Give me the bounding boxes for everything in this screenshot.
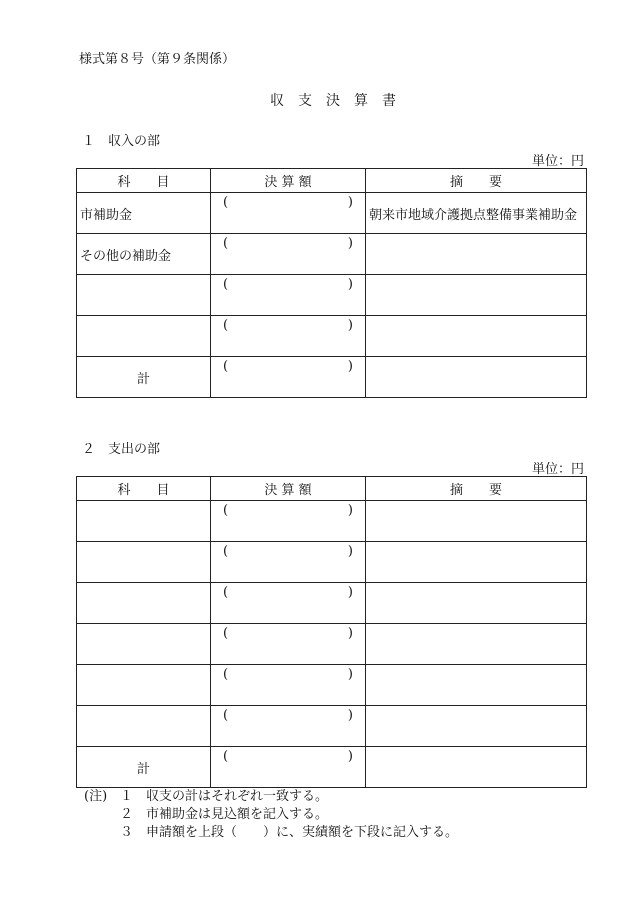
expense-note-cell: [366, 501, 587, 542]
paren-close: ): [347, 318, 353, 333]
paren-close: ): [347, 708, 353, 723]
income-amount-cell[interactable]: [211, 193, 366, 234]
paren-close: ): [347, 626, 353, 641]
income-heading: １ 収入の部: [82, 134, 161, 149]
expense-row: [77, 501, 587, 542]
income-row: [77, 234, 587, 275]
income-subject-cell: [77, 316, 211, 357]
expense-amount-cell[interactable]: [211, 624, 366, 665]
income-row: [77, 193, 587, 234]
income-header-row: [77, 169, 587, 193]
expense-row: [77, 624, 587, 665]
income-subject-cell: その他の補助金: [77, 234, 211, 275]
expense-row: [77, 542, 587, 583]
paren-open: (: [223, 318, 229, 333]
note-item: ２ 市補助金は見込額を記入する。: [120, 807, 329, 822]
paren-close: ): [347, 503, 353, 518]
income-unit-label: 単位：円: [531, 154, 584, 169]
document-title: 収 支 決 算 書: [270, 93, 396, 109]
notes-prefix: (注): [84, 789, 108, 804]
paren-close: ): [347, 359, 353, 374]
income-total-note-cell: [366, 357, 587, 398]
income-row: [77, 275, 587, 316]
expense-amount-cell[interactable]: [211, 706, 366, 747]
expense-amount-cell[interactable]: [211, 583, 366, 624]
expense-row: [77, 706, 587, 747]
expense-unit-label: 単位：円: [531, 462, 584, 477]
income-amount-cell[interactable]: [211, 275, 366, 316]
notes-block: [84, 788, 458, 842]
expense-subject-cell: [77, 706, 211, 747]
paren-open: (: [223, 544, 229, 559]
income-header-amount: 決 算 額: [211, 169, 366, 193]
expense-note-cell: [366, 583, 587, 624]
form-label: 様式第８号（第９条関係）: [79, 52, 236, 67]
expense-note-cell: [366, 706, 587, 747]
paren-close: ): [347, 195, 353, 210]
income-note-cell: [366, 316, 587, 357]
expense-subject-cell: [77, 583, 211, 624]
expense-amount-cell[interactable]: [211, 542, 366, 583]
income-row: [77, 316, 587, 357]
paren-open: (: [223, 277, 229, 292]
expense-total-amount-cell[interactable]: [211, 747, 366, 788]
paren-open: (: [223, 359, 229, 374]
paren-close: ): [347, 749, 353, 764]
paren-close: ): [347, 236, 353, 251]
income-note-cell: [366, 234, 587, 275]
expense-row: [77, 665, 587, 706]
expense-header-subject: 科 目: [77, 477, 211, 501]
expense-total-row: [77, 747, 587, 788]
paren-open: (: [223, 626, 229, 641]
expense-note-cell: [366, 624, 587, 665]
income-header-note: 摘 要: [366, 169, 587, 193]
paren-open: (: [223, 585, 229, 600]
income-total-amount-cell[interactable]: [211, 357, 366, 398]
paren-close: ): [347, 277, 353, 292]
expense-header-amount: 決 算 額: [211, 477, 366, 501]
income-amount-cell[interactable]: [211, 234, 366, 275]
expense-total-label: 計: [77, 747, 211, 788]
paren-close: ): [347, 667, 353, 682]
expense-subject-cell: [77, 624, 211, 665]
note-item: ３ 申請額を上段（ ）に、実績額を下段に記入する。: [120, 825, 459, 840]
expense-header-row: [77, 477, 587, 501]
expense-amount-cell[interactable]: [211, 501, 366, 542]
income-amount-cell[interactable]: [211, 316, 366, 357]
income-total-row: [77, 357, 587, 398]
expense-heading: ２ 支出の部: [82, 442, 161, 457]
expense-total-note-cell: [366, 747, 587, 788]
income-subject-cell: 市補助金: [77, 193, 211, 234]
expense-table: [76, 476, 587, 788]
expense-note-cell: [366, 542, 587, 583]
income-total-label: 計: [77, 357, 211, 398]
paren-close: ): [347, 585, 353, 600]
paren-open: (: [223, 749, 229, 764]
income-subject-cell: [77, 275, 211, 316]
expense-subject-cell: [77, 501, 211, 542]
paren-open: (: [223, 195, 229, 210]
expense-amount-cell[interactable]: [211, 665, 366, 706]
paren-open: (: [223, 667, 229, 682]
paren-open: (: [223, 708, 229, 723]
income-note-cell: [366, 275, 587, 316]
note-item: １ 収支の計はそれぞれ一致する。: [120, 789, 329, 804]
income-header-subject: 科 目: [77, 169, 211, 193]
paren-open: (: [223, 236, 229, 251]
paren-close: ): [347, 544, 353, 559]
income-note-cell: 朝来市地域介護拠点整備事業補助金: [366, 193, 587, 234]
expense-note-cell: [366, 665, 587, 706]
expense-subject-cell: [77, 665, 211, 706]
paren-open: (: [223, 503, 229, 518]
expense-subject-cell: [77, 542, 211, 583]
expense-row: [77, 583, 587, 624]
expense-header-note: 摘 要: [366, 477, 587, 501]
income-table: [76, 168, 587, 398]
